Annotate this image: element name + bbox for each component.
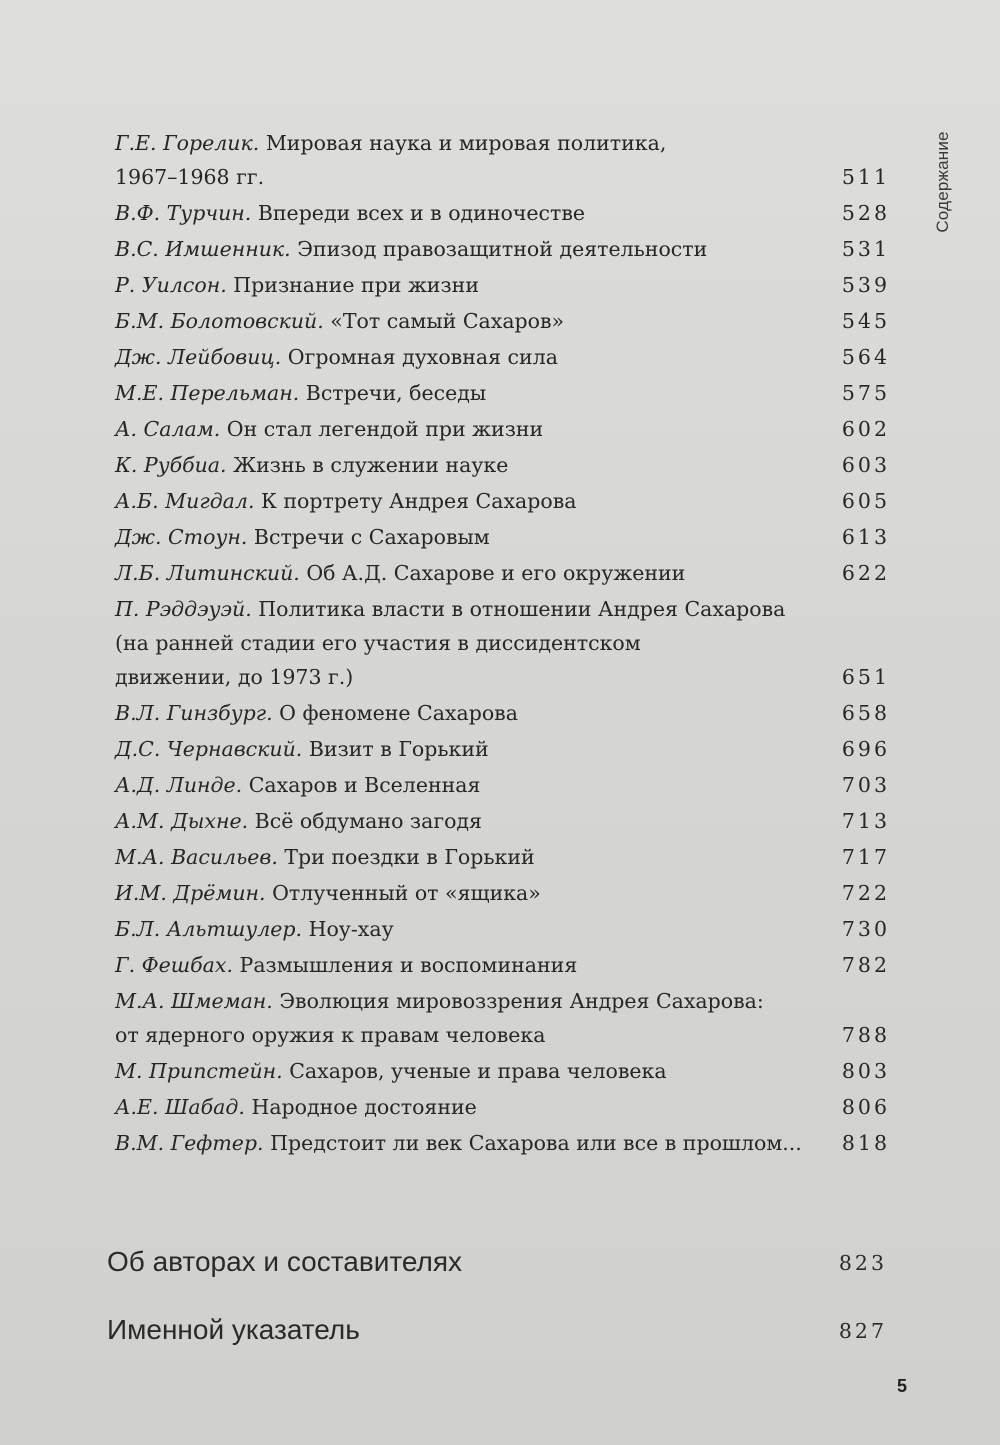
entry-title: Предстоит ли век Сахарова или все в прошлом...: [270, 1131, 802, 1155]
entry-author: И.М. Дрёмин.: [115, 881, 266, 905]
entry-title: Народное достояние: [251, 1095, 477, 1119]
entry-title: Политика власти в отношении Андрея Сахарова: [258, 597, 786, 621]
toc-entry: [115, 412, 890, 446]
entry-title-continued: от ядерного оружия к правам человека: [115, 1023, 546, 1047]
toc-entry: [115, 840, 890, 874]
entry-page-number: 717: [841, 845, 890, 869]
entry-title: Всё обдумано загодя: [254, 809, 482, 833]
entry-title: Эпизод правозащитной деятельности: [297, 237, 708, 261]
entry-page-number: 602: [841, 417, 890, 441]
entry-title: Три поездки в Горький: [284, 845, 535, 869]
entry-author: В.Ф. Турчин.: [115, 201, 252, 225]
entry-title: Ноу-хау: [308, 917, 394, 941]
entry-author: Д.С. Чернавский.: [115, 737, 303, 761]
entry-title: Впереди всех и в одиночестве: [257, 201, 586, 225]
entry-title: Признание при жизни: [233, 273, 479, 297]
entry-page-number: 713: [841, 809, 890, 833]
entry-page-number: 613: [841, 525, 890, 549]
toc-entry: [115, 1090, 890, 1124]
entry-page-number: 545: [841, 309, 890, 333]
toc-section-authors: [107, 1246, 887, 1278]
entry-page-number: 703: [841, 773, 890, 797]
entry-title: Жизнь в служении науке: [233, 453, 509, 477]
toc-entry: [115, 484, 890, 518]
entry-author: А.Е. Шабад.: [115, 1095, 245, 1119]
toc-section-index: [107, 1314, 887, 1346]
entry-title: Визит в Горький: [308, 737, 489, 761]
entry-title: К портрету Андрея Сахарова: [261, 489, 577, 513]
toc-entry: [115, 556, 890, 590]
entry-page-number: 528: [841, 201, 890, 225]
entry-author: Р. Уилсон.: [115, 273, 227, 297]
entry-title: Мировая наука и мировая политика,: [265, 131, 667, 155]
entry-page-number: 511: [841, 165, 890, 189]
toc-entry: [115, 948, 890, 982]
entry-author: Дж. Лейбовиц.: [115, 345, 282, 369]
entry-author: Дж. Стоун.: [115, 525, 248, 549]
entry-page-number: 806: [841, 1095, 890, 1119]
entry-author: К. Руббиа.: [115, 453, 227, 477]
entry-title: Сахаров и Вселенная: [248, 773, 481, 797]
entry-page-number: 531: [841, 237, 890, 261]
entry-author: А. Салам.: [115, 417, 221, 441]
section-page-number: 823: [838, 1251, 887, 1275]
toc-entry: [115, 232, 890, 266]
entry-page-number: 722: [841, 881, 890, 905]
section-title: Именной указатель: [107, 1314, 360, 1345]
toc-entry: [115, 196, 890, 230]
toc-entry: [115, 126, 890, 194]
entry-author: А.Б. Мигдал.: [115, 489, 255, 513]
section-title: Об авторах и составителях: [107, 1246, 462, 1277]
entry-title: Встречи с Сахаровым: [253, 525, 490, 549]
entry-page-number: 622: [841, 561, 890, 585]
entry-title: Отлученный от «ящика»: [272, 881, 541, 905]
toc-entry: [115, 984, 890, 1052]
entry-author: А.Д. Линде.: [115, 773, 243, 797]
toc-entry: [115, 768, 890, 802]
entry-title: Об А.Д. Сахарове и его окружении: [306, 561, 686, 585]
toc-entry: [115, 876, 890, 910]
entry-title: О феномене Сахарова: [279, 701, 518, 725]
entry-title: «Тот самый Сахаров»: [330, 309, 565, 333]
entry-page-number: 730: [841, 917, 890, 941]
entry-author: В.М. Гефтер.: [115, 1131, 264, 1155]
section-page-number: 827: [838, 1319, 887, 1343]
entry-title-continued: движении, до 1973 г.): [115, 665, 354, 689]
entry-author: М. Припстейн.: [115, 1059, 283, 1083]
entry-title: Он стал легендой при жизни: [226, 417, 544, 441]
entry-title-continued: (на ранней стадии его участия в диссидентском: [115, 631, 641, 655]
toc-entry: [115, 520, 890, 554]
entry-title: Эволюция мировоззрения Андрея Сахарова:: [279, 989, 764, 1013]
entry-author: М.А. Васильев.: [115, 845, 278, 869]
entry-page-number: 603: [841, 453, 890, 477]
toc-entry: [115, 732, 890, 766]
entry-author: Б.Л. Альтшулер.: [115, 917, 303, 941]
entry-author: Г.Е. Горелик.: [115, 131, 260, 155]
entry-author: Б.М. Болотовский.: [115, 309, 324, 333]
entry-author: М.Е. Перельман.: [115, 381, 300, 405]
entry-page-number: 803: [841, 1059, 890, 1083]
toc-entry: [115, 304, 890, 338]
toc-entry: [115, 1054, 890, 1088]
entry-page-number: 651: [841, 665, 890, 689]
entry-page-number: 539: [841, 273, 890, 297]
entry-page-number: 605: [841, 489, 890, 513]
toc-entry: [115, 448, 890, 482]
entry-title-continued: 1967–1968 гг.: [115, 165, 265, 189]
entry-title: Сахаров, ученые и права человека: [289, 1059, 667, 1083]
toc-entry: [115, 592, 890, 694]
entry-page-number: 658: [841, 701, 890, 725]
entry-author: В.С. Имшенник.: [115, 237, 291, 261]
toc-entry: [115, 268, 890, 302]
entry-title: Размышления и воспоминания: [239, 953, 578, 977]
entry-author: Г. Фешбах.: [115, 953, 233, 977]
entry-page-number: 564: [841, 345, 890, 369]
entry-page-number: 782: [841, 953, 890, 977]
entry-title: Встречи, беседы: [305, 381, 487, 405]
running-head: Содержание: [933, 131, 952, 233]
entry-author: Л.Б. Литинский.: [115, 561, 300, 585]
entry-author: М.А. Шмеман.: [115, 989, 273, 1013]
toc-entry: [115, 376, 890, 410]
toc-entry: [115, 804, 890, 838]
toc-entry: [115, 696, 890, 730]
entry-author: П. Рэддэуэй.: [115, 597, 252, 621]
toc-entry: [115, 912, 890, 946]
entry-page-number: 575: [841, 381, 890, 405]
entry-title: Огромная духовная сила: [287, 345, 558, 369]
entry-author: В.Л. Гинзбург.: [115, 701, 273, 725]
entry-author: А.М. Дыхне.: [115, 809, 249, 833]
toc-entry: [115, 340, 890, 374]
table-of-contents: [115, 126, 890, 1162]
entry-page-number: 818: [841, 1131, 890, 1155]
page-number: 5: [897, 1376, 908, 1396]
entry-page-number: 696: [841, 737, 890, 761]
toc-entry: [115, 1126, 890, 1160]
entry-page-number: 788: [841, 1023, 890, 1047]
